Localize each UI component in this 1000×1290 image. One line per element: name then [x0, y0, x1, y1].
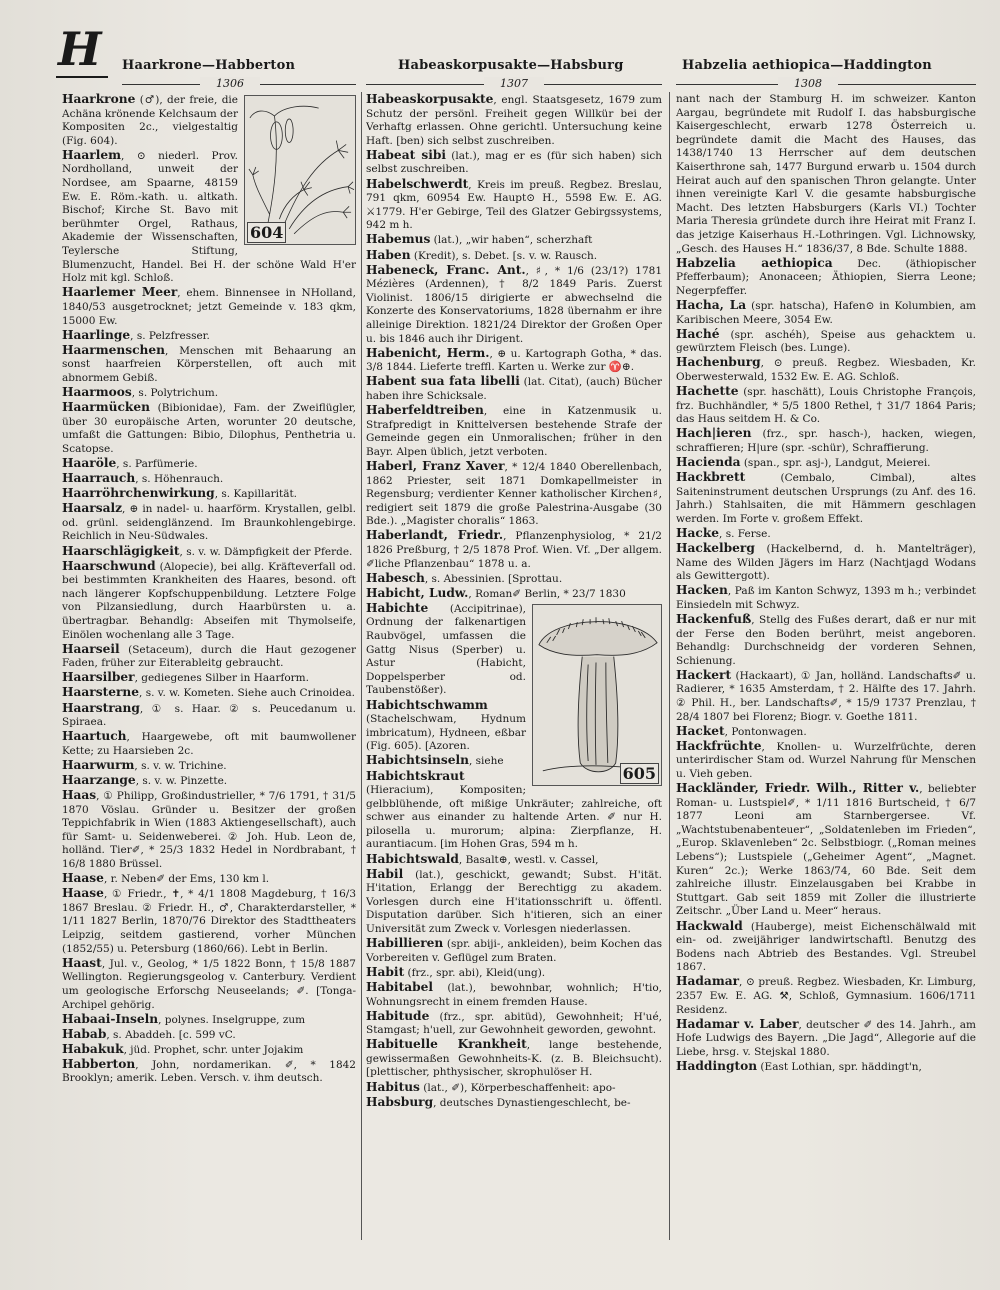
dictionary-entry [366, 937, 662, 965]
entry-text: (Kredit), s. Debet. [s. v. w. Rausch. [410, 249, 598, 262]
dictionary-entry [676, 740, 976, 782]
entry-headword: Haas [62, 788, 97, 803]
dictionary-entry [676, 1018, 976, 1060]
dictionary-entry [676, 456, 976, 471]
entry-headword: Haarlinge [62, 327, 131, 342]
entry-text: (Alopecie), bei allg. Kräfteverfall od. bei bestimmten Krankheiten des Haares, besond. oft nach längerer Kopfschuppenbildung. Letztere Folge von Pilzansiedlung, durch Haarbürsten u. a. übertragbar. Behandlg: Abseifen mit Thymolseife, Einölen wochenlang alle 3 Tage. [62, 560, 356, 641]
entry-text: , ⊕ u. Kartograph Gotha, * das. 3/8 1844. Lieferte treffl. Karten u. Werke zur ♈⊕. [366, 347, 662, 374]
right-column [676, 93, 976, 1253]
entry-text: (Stachelschwam, Hydnum imbricatum), Hydneen, eßbar (Fig. 605). [Azoren. [366, 713, 526, 753]
dictionary-entry [366, 233, 662, 248]
column-divider-1 [361, 92, 362, 1240]
dictionary-entry [366, 249, 662, 264]
entry-headword: Habakuk [62, 1041, 124, 1056]
entry-text: , Haargewebe, oft mit baumwollener Kette; zu Haarsieben 2c. [62, 731, 356, 757]
dictionary-entry [366, 587, 662, 602]
dictionary-entry [366, 981, 662, 1009]
section-letter: H [58, 22, 102, 76]
entry-headword: Haast [62, 955, 102, 970]
entry-text: (lat.), geschickt, gewandt; Subst. H'ität. H'itation, Erlangg der Berechtigg zu akadem. Vorlesgen durch eine H'itationsschrift u. öffentl. Disputation darüber. Sich h'itieren, sich an einer Universität zum Zweck v. Vorlesgen niederlassen. [366, 868, 662, 936]
entry-text: (East Lothian, spr. häddingt'n, [757, 1060, 922, 1073]
entry-headword: Haarschwund [62, 558, 156, 573]
entry-text: (♂), der freie, die Achäna krönende Kelchsaum der Kompositen 2c., vielgestaltig (Fig. 604). [62, 94, 238, 147]
dictionary-entry [366, 966, 662, 981]
entry-headword: Habsburg [366, 1094, 434, 1109]
entry-headword: Hackwald [676, 918, 743, 933]
entry-headword: Haarsalz [62, 501, 123, 516]
entry-text: , ehem. Binnensee in NHolland, 1840/53 ausgetrocknet; jetzt Gemeinde v. 183 qkm, 15000 Ew. [62, 287, 356, 327]
entry-text: , gediegenes Silber in Haarform. [134, 672, 309, 685]
entry-headword: Habent sua fata libelli [366, 374, 520, 389]
entry-text: (Hackaart), ① Jan, holländ. Landschafts✐ u. Radierer, * 1635 Amsterdam, † 2. Hälfte des 17. Jahrh. ② Phil. H., ber. Landschafts✐, * 15/9 1737 Prenzlau, † 28/4 1807 bei Florenz; Biogr. v. Goethe 1811. [676, 669, 976, 723]
entry-headword: Haarsterne [62, 685, 140, 700]
dictionary-entry [62, 560, 356, 643]
entry-text: (lat.), bewohnbar, wohnlich; H'tio, Wohnungsrecht in einem fremden Hause. [366, 981, 662, 1008]
entry-text: , Pflanzenphysiolog, * 21/2 1826 Preßburg, † 2/5 1878 Prof. Wien. Vf. „Der allgem. ✐liche Pflanzenbau“ 1878 u. a. [366, 530, 662, 570]
entry-text: (span., spr. asj-), Landgut, Meierei. [740, 456, 931, 469]
entry-headword: Habaai-Inseln [62, 1011, 159, 1026]
entry-text: , Jul. v., Geolog, * 1/5 1822 Bonn, † 15/8 1887 Wellington. Regierungsgeolog v. Canterbury. Verdient um geologische Erforschg Neuseelands; ✐. [Tonga-Archipel gehörig. [62, 957, 356, 1011]
entry-headword: Hachenburg [676, 355, 761, 370]
entry-headword: Haarrauch [62, 471, 136, 486]
dictionary-entry [676, 1060, 976, 1075]
dictionary-entry [62, 957, 356, 1012]
entry-headword: Hacha, La [676, 297, 747, 312]
dictionary-entry [676, 93, 976, 256]
entry-headword: Habit [366, 964, 405, 979]
entry-text: , ① Friedr., ✝, * 4/1 1808 Magdeburg, † 16/3 1867 Breslau. ② Friedr. H., ♂, Charakterdarsteller, * 1/11 1827 Berlin, 1870/76 Direktor des Stadttheaters Leipzig, seitdem gastierend, vorher München (1852/55) u. Petersburg (1860/66). Lebt in Berlin. [62, 888, 356, 955]
middle-column-header: Habeaskorpusakte—Habsburg [398, 58, 624, 73]
entry-headword: Habichtswald [366, 851, 459, 866]
entry-text: (Bibionidae), Fam. der Zweiflügler, über 30 europäische Arten, worunter 20 deutsche, umfaßt die Gattungen: Bibio, Dilophus, Penthetria u. Scatopse. [62, 402, 356, 455]
dictionary-entry [366, 1010, 662, 1038]
entry-headword: Haarkrone [62, 93, 136, 106]
dictionary-entry [676, 542, 976, 584]
entry-text: , s. Parfümerie. [116, 457, 198, 470]
dictionary-entry [366, 404, 662, 459]
entry-headword: Habberton [62, 1056, 136, 1071]
dictionary-entry [62, 1043, 356, 1058]
dictionary-entry [62, 643, 356, 671]
entry-text: , s. Abessinien. [Sprottau. [424, 572, 563, 585]
entry-text: , Roman✐ Berlin, * 23/7 1830 [468, 587, 626, 600]
entry-text: (frz., spr. abitüd), Gewohnheit; H'ué, Stamgast; h'uell, zur Gewohnheit geworden, gewohnt. [366, 1010, 662, 1037]
dictionary-entry [62, 386, 356, 401]
right-page-number: 1308 [778, 77, 838, 90]
dictionary-entry [62, 730, 356, 758]
middle-page-number: 1307 [484, 77, 544, 90]
dictionary-entry [62, 344, 356, 386]
entry-text: (lat. Citat), (auch) Bücher haben ihre Schicksale. [366, 376, 662, 402]
dictionary-entry [62, 702, 356, 730]
dictionary-entry [676, 975, 976, 1017]
figure-604-label: 604 [247, 222, 286, 243]
entry-headword: Haarmücken [62, 400, 150, 415]
mushroom-illustration [533, 605, 661, 785]
entry-text: , s. Höhenrauch. [135, 473, 224, 486]
entry-text: , s. Kapillarität. [214, 488, 298, 501]
entry-headword: Hackert [676, 667, 732, 682]
entry-text: , s. Abaddeh. [c. 599 vC. [106, 1028, 236, 1041]
entry-headword: Habenicht, Herm. [366, 345, 490, 360]
entry-text: , Kreis im preuß. Regbez. Breslau, 791 qkm, 60954 Ew. Haupt⊙ H., 5598 Ew. E. AG. ⚔1779. H'er Gebirge, Teil des Glatzer Gebirgssystems, 942 m h. [366, 178, 662, 232]
dictionary-entry [62, 1058, 356, 1086]
entry-headword: Hackenfuß [676, 611, 752, 626]
dictionary-entry [676, 584, 976, 612]
entry-headword: Haarsilber [62, 670, 135, 685]
dictionary-entry [62, 545, 356, 560]
entry-headword: Habichte [366, 600, 429, 615]
dictionary-entry [366, 853, 662, 868]
right-column-header: Habzelia aethiopica—Haddington [682, 58, 932, 73]
entry-headword: Haartuch [62, 729, 127, 744]
entry-headword: Haddington [676, 1058, 758, 1073]
entry-headword: Haberlandt, Friedr. [366, 528, 504, 543]
dictionary-entry [676, 427, 976, 455]
dictionary-entry [366, 529, 662, 571]
dictionary-entry [366, 1081, 662, 1096]
figure-605 [532, 604, 662, 786]
dictionary-entry [62, 887, 356, 956]
dictionary-entry [366, 149, 662, 177]
entry-headword: Habitabel [366, 979, 433, 994]
entry-text: (Hieracium), Kompositen; gelbblühende, oft mißige Unkräuter; zahlreiche, oft schwer aus einander zu haltende Arten. ✐ nur H. pilosella u. murorum; alpina: Zierpflanze, H. aurantiacum. [im Hohen Gras, 594 m h. [366, 784, 662, 851]
dictionary-entry [676, 299, 976, 327]
entry-text: (lat., ✐), Körperbeschaffenheit: apo- [419, 1081, 616, 1094]
entry-text: , deutsches Dynastiengeschlecht, be- [433, 1096, 631, 1109]
entry-text: (spr. abiji-, ankleiden), beim Kochen das Vorbereiten v. Geflügel zum Braten. [366, 938, 662, 964]
entry-headword: Hadamar [676, 974, 740, 989]
entry-headword: Habeaskorpusakte [366, 93, 494, 106]
entry-headword: Haarlemer Meer [62, 285, 178, 300]
left-column [62, 93, 356, 1253]
dictionary-entry [62, 472, 356, 487]
dictionary-entry [676, 920, 976, 975]
entry-text: , ♯, * 1/6 (23/1?) 1781 Mézières (Ardennen), † 8/2 1849 Paris. Zuerst Violinist. 1806/15 dirigierte er abwechselnd die Konzerte des Konservatoriums, 1828 übernahm er ihre alleinige Direktion. 1821/24 Direktor der Großen Oper u. bis 1846 auch ihr Dirigent. [366, 264, 662, 345]
middle-column [366, 93, 662, 1253]
entry-text: (frz., spr. hasch-), hacken, wiegen, schraffieren; H|ure (spr. -schür), Schraffierung. [676, 428, 976, 454]
entry-text: , Pontonwagen. [724, 725, 807, 738]
dictionary-entry [62, 502, 356, 544]
entry-text: , engl. Staatsgesetz, 1679 zum Schutz der persönl. Freiheit gegen Willkür bei der Verhaftg erlassen. Ohne gerichtl. Untersuchung keine Haft. [ben) sich selbst zuschreiben. [366, 94, 662, 147]
entry-text: Dec. (äthiopischer Pfefferbaum); Anonaceen; Äthiopien, Sierra Leone; Negerpfeffer. [676, 257, 976, 297]
entry-headword: Hacke [676, 525, 720, 540]
entry-headword: Haaröle [62, 455, 117, 470]
entry-text: , ⊕ in nadel- u. haarförm. Krystallen, gelbl. od. grünl. seidenglänzend. Im Braunkohlengebirge. Reichlich in Neu-Südwales. [62, 503, 356, 543]
entry-headword: Habab [62, 1026, 107, 1041]
entry-headword: Haase [62, 886, 104, 901]
entry-headword: Haché [676, 326, 720, 341]
entry-text: , s. v. w. Dämpfigkeit der Pferde. [179, 545, 353, 558]
dictionary-entry [366, 868, 662, 937]
dictionary-entry [62, 759, 356, 774]
entry-headword: Hacienda [676, 454, 741, 469]
entry-text: , * 12/4 1840 Oberellenbach, 1862 Priester, seit 1871 Domkapellmeister in Regensburg; verdienter Kenner katholischer Kirchen♯, redigiert seit 1879 die große Palestrina-Ausgabe (30 Bde.). „Magister choralis“ 1863. [366, 460, 662, 528]
entry-text: (lat.), mag er es (für sich haben) sich selbst zuschreiben. [366, 149, 662, 176]
entry-text: , polynes. Inselgruppe, zum [158, 1013, 306, 1026]
entry-headword: Haarmoos [62, 384, 132, 399]
entry-text: (spr. aschéh), Speise aus gehacktem u. gewürztem Fleisch (bes. Lunge). [676, 328, 976, 355]
dictionary-entry [676, 328, 976, 356]
entry-headword: Habelschwerdt [366, 176, 469, 191]
dictionary-entry [366, 1096, 662, 1111]
entry-headword: Habitude [366, 1008, 430, 1023]
entry-headword: Haarschlägigkeit [62, 543, 180, 558]
entry-headword: Habzelia aethiopica [676, 255, 833, 270]
entry-headword: Habichtskraut [366, 768, 465, 783]
entry-headword: Habichtschwamm [366, 697, 488, 712]
entry-headword: Hacket [676, 723, 725, 738]
column-divider-2 [669, 92, 670, 1240]
entry-text: , siehe [468, 755, 504, 768]
entry-text: , s. Pelzfresser. [130, 329, 210, 342]
entry-headword: Haarzange [62, 773, 136, 787]
dictionary-entry [62, 774, 356, 789]
entry-headword: Hackelberg [676, 541, 755, 555]
entry-text: , s. v. w. Trichine. [134, 759, 227, 772]
dictionary-entry [62, 1013, 356, 1028]
entry-headword: Habillieren [366, 936, 444, 951]
entry-text: (Cembalo, Cimbal), altes Saiteninstrument deutschen Ursprungs (zu Anf. des 16. Jahrh.) Stahlsaiten, die mit Hämmern geschlagen werden. Im Forte v. großem Effekt. [676, 472, 976, 525]
dictionary-entry [366, 375, 662, 403]
entry-headword: Haberfeldtreiben [366, 403, 484, 418]
figure-605-label: 605 [620, 763, 659, 784]
entry-text: (Accipitrinae), Ordnung der falkenartigen Raubvögel, umfassen die Gattg Nisus (Sperber) u. Astur (Habicht, Doppelsperber od. Taubenstößer). [366, 602, 526, 697]
entry-headword: Habituelle Krankheit [366, 1037, 527, 1052]
entry-text: (spr. haschätt), Louis Christophe François, frz. Buchhändler, * 5/5 1800 Rethel, † 31/7 1864 Paris; das Haus seitdem H. & Co. [676, 385, 976, 426]
dictionary-entry [62, 487, 356, 502]
entry-text: , s. v. w. Kometen. Siehe auch Crinoidea. [139, 687, 355, 700]
entry-headword: Hackländer, Friedr. Wilh., Ritter v. [676, 781, 920, 796]
figure-604 [244, 95, 356, 245]
entry-text: , deutscher ✐ des 14. Jahrh., am Hofe Ludwigs des Bayern. „Die Jagd“, Allegorie auf die Liebe, hrsg. v. Stejskal 1880. [676, 1018, 976, 1058]
entry-headword: Habicht, Ludw. [366, 585, 469, 600]
section-letter-rule [56, 76, 108, 78]
entry-text: , Knollen- u. Wurzelfrüchte, deren unterirdischer Stam od. Wurzel Nahrung für Menschen u. Vieh geben. [676, 740, 976, 780]
left-column-header: Haarkrone—Habberton [122, 58, 296, 73]
dictionary-entry [62, 789, 356, 872]
entry-text: , beliebter Roman- u. Lustspiel✐, * 1/11 1816 Burtscheid, † 6/7 1877 Leoni am Starnbergersee. Vf. „Wachtstubenabenteuer“, „Soldatenleben im Frieden“, „Europ. Sklavenleben“ 2c. Selbstbiogr. („Roman meines Lebens“); Lustspiele („Geheimer Agent“, „Magnet. Kuren“ 2c.); Werke 1863/74, 60 Bde. Seit dem zahlreiche illustr. Einzelausgaben bei Krabbe in Stuttgart. Gab seit 1859 mit Zoller die illustrierte Zeitschr. „Über Land u. Meer“ heraus. [676, 783, 976, 918]
dictionary-entry [62, 329, 356, 344]
entry-headword: Haarmenschen [62, 342, 165, 357]
dictionary-entry [676, 782, 976, 919]
entry-headword: Haben [366, 247, 411, 262]
dictionary-entry [366, 264, 662, 347]
entry-text: , r. Neben✐ der Ems, 130 km l. [103, 873, 270, 886]
entry-headword: Habemus [366, 232, 431, 247]
entry-text: , s. Polytrichum. [131, 386, 219, 399]
entry-headword: Haarwurm [62, 757, 135, 772]
dictionary-entry [62, 686, 356, 701]
entry-text: (Hackelbernd, d. h. Mantelträger), Name des Wilden Jägers im Harz (Nachtjagd Wodans als Gewittergott). [676, 543, 976, 583]
entry-text: , ⊙ preuß. Regbez. Wiesbaden, Kr. Limburg, 2357 Ew. E. AG. ⚒, Schloß, Gymnasium. 1606/1711 Residenz. [676, 976, 976, 1016]
entry-headword: Hach|ieren [676, 426, 752, 441]
entry-headword: Hadamar v. Laber [676, 1016, 799, 1031]
entry-text: (lat.), „wir haben“, scherzhaft [430, 234, 593, 247]
dictionary-entry [62, 872, 356, 887]
dictionary-entry [62, 286, 356, 328]
dictionary-entry [676, 385, 976, 427]
entry-text: , Paß im Kanton Schwyz, 1393 m h.; verbindet Einsiedeln mit Schwyz. [676, 585, 976, 611]
entry-headword: Habil [366, 866, 404, 881]
dictionary-entry [62, 671, 356, 686]
entry-text: , s. v. w. Pinzette. [135, 775, 228, 787]
entry-headword: Habeneck, Franc. Ant. [366, 262, 526, 277]
entry-headword: Haase [62, 871, 104, 886]
entry-text: , Basalt⊕, westl. v. Cassel, [458, 853, 599, 866]
entry-headword: Hacken [676, 583, 728, 598]
dictionary-entry [676, 527, 976, 542]
dictionary-entry [676, 613, 976, 668]
entry-headword: Hackbrett [676, 470, 746, 485]
entry-text: , ① Philipp, Großindustrieller, * 7/6 1791, † 31/5 1870 Vöslau. Gründer u. Besitzer der großen Teppichfabrik in Wien (1883 Aktiengesellschaft), auch für Samt- u. Seidenweberei. ② Joh. Hub. Leon de, holländ. Tier✐, * 25/3 1832 Hedel in Nordbrabant, † 16/8 1880 Brüssel. [62, 790, 356, 871]
entry-headword: Haberl, Franz Xaver [366, 458, 505, 473]
entry-headword: Habeat sibi [366, 147, 447, 162]
entry-headword: Haarseil [62, 641, 120, 656]
entry-text: , jüd. Prophet, schr. unter Jojakim [123, 1043, 304, 1056]
dictionary-entry [366, 460, 662, 529]
entry-text: , lange bestehende, gewissermaßen Gewohnheits-K. (z. B. Bleichsucht). [plettischer, phthysischer, skrophulöser H. [366, 1039, 662, 1079]
entry-headword: Haarröhrchenwirkung [62, 486, 215, 501]
dictionary-entry [62, 1028, 356, 1043]
dictionary-entry [676, 257, 976, 299]
entry-headword: Haarlem [62, 147, 122, 162]
entry-text: (spr. hatscha), Hafen⊙ in Kolumbien, am Karibischen Meere, 3054 Ew. [676, 299, 976, 326]
entry-text: , ⊙ preuß. Regbez. Wiesbaden, Kr. Oberwesterwald, 1532 Ew. E. AG. Schloß. [676, 357, 976, 383]
dictionary-entry [62, 457, 356, 472]
dictionary-entry [62, 401, 356, 456]
entry-text: nant nach der Stamburg H. im schweizer. Kanton Aargau, begründete mit Rudolf I. das habsburgische Kaisergeschlecht, erwarb 1278 Österreich u. begründete damit die Macht des Hauses, das 1438/1740 13 Herrscher auf dem deutschen Kaiserthrone sah, 1477 Burgund erwarb u. 1504 durch Heirat auch auf den spanischen Thron gelangte. Unter ihnen vereinigte Karl V. die gesamte habsburgische Macht. Des letzten Habsburgers (Karls VI.) Tochter Maria Theresia gründete durch ihre Heirat mit Franz I. das jetzige Kaiserhaus H.-Lothringen. Vgl. Lichnowsky, „Gesch. des Hauses H.“ 1836/37, 8 Bde. Schulte 1888. [676, 93, 976, 255]
left-page-number: 1306 [200, 77, 260, 90]
dictionary-entry [676, 669, 976, 724]
entry-headword: Haarstrang [62, 700, 140, 715]
entry-headword: Hachette [676, 383, 739, 398]
entry-text: (frz., spr. abi), Kleid(ung). [404, 966, 546, 979]
entry-text: (Hauberge), meist Eichenschälwald mit ein- od. zweijähriger landwirtschaftl. Benutzg des Bodens nach Abtrieb des Bestandes. Vgl. Streubel 1867. [676, 920, 976, 974]
dictionary-entry [366, 347, 662, 375]
dictionary-entry [366, 1038, 662, 1080]
dictionary-entry [676, 471, 976, 526]
dictionary-entry [676, 356, 976, 384]
entry-text: , Stellg des Fußes derart, daß er nur mit der Ferse den Boden berührt, meist angeboren. Behandlg: Durchschneidg der vorderen Sehnen, Schienung. [676, 613, 976, 667]
entry-headword: Habichtsinseln [366, 753, 469, 768]
entry-text: , John, nordamerikan. ✐, * 1842 Brooklyn; amerik. Leben. Versch. v. ihm deutsch. [62, 1058, 356, 1085]
entry-text: , s. Ferse. [719, 527, 771, 540]
entry-text: , ① s. Haar. ② s. Peucedanum u. Spiraea. [62, 702, 356, 729]
entry-headword: Habesch [366, 570, 425, 585]
entry-headword: Hackfrüchte [676, 738, 762, 753]
entry-text: , ⊙ niederl. Prov. Nordholland, unweit der Nordsee, am Spaarne, 48159 Ew. E. Röm.-kath. u. altkath. Bischof; Kirche St. Bavo mit berühmter Orgel, Rathaus, Akademie der Wissenschaften, Teylersche Stiftung, Blumenzucht, Handel. Bei H. der schöne Wald H'er Holz mit kgl. Schloß. [62, 149, 356, 285]
entry-headword: Habitus [366, 1079, 420, 1094]
entry-text: , Menschen mit Behaarung an sonst haarfreien Körperstellen, oft auch mit abnormem Gebiß. [62, 344, 356, 384]
dictionary-entry [676, 725, 976, 740]
entry-text: , eine in Katzenmusik u. Strafpredigt in Knittelversen bestehende Strafe der Gemeinde gegen ein Unmoralischen; früher in den Bayr. Alpen üblich, jetzt verboten. [366, 405, 662, 458]
dictionary-entry [366, 93, 662, 148]
dictionary-entry [366, 572, 662, 587]
entry-text: (Setaceum), durch die Haut gezogener Faden, früher zur Eiterableitg gebraucht. [62, 643, 356, 670]
dictionary-entry [366, 178, 662, 233]
